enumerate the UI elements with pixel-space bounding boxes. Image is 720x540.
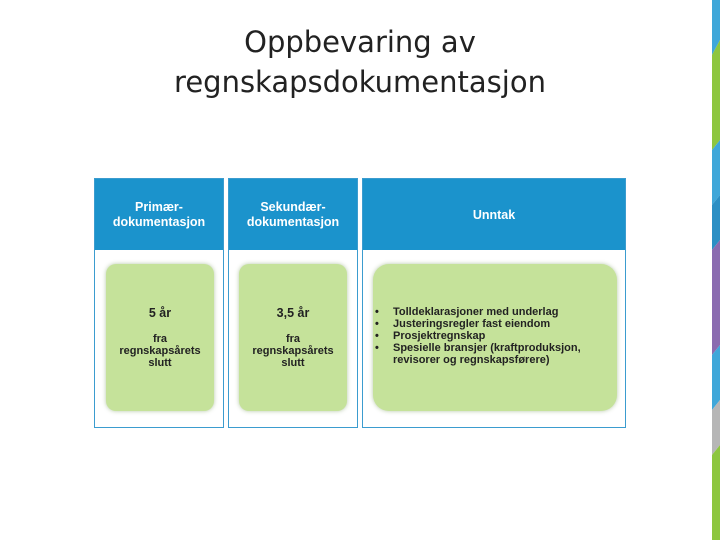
exceptions-item-text: Prosjektregnskap [393, 330, 486, 342]
column-secondary-period: 3,5 år [276, 306, 310, 320]
column-primary-heading-line-1: Primær- [135, 199, 183, 214]
column-primary-header [95, 179, 223, 250]
column-exceptions-header [363, 179, 625, 250]
exceptions-list-item [373, 318, 609, 330]
column-primary-desc-line-1: fra [152, 333, 168, 345]
slide-title [60, 22, 660, 102]
column-secondary-header [229, 179, 357, 250]
exceptions-list [373, 306, 609, 366]
decorative-side-stripe [712, 0, 720, 540]
column-primary-period: 5 år [148, 306, 172, 320]
exceptions-item-text: Spesielle bransjer (kraftproduksjon, revisorer og regnskapsførere) [393, 342, 581, 366]
exceptions-list-item [373, 330, 609, 342]
column-secondary-description [239, 333, 347, 369]
column-exceptions [362, 178, 626, 428]
column-secondary-heading-line-2: dokumentasjon [246, 214, 340, 229]
column-secondary [228, 178, 358, 428]
column-primary-description [106, 333, 214, 369]
column-primary-box [106, 264, 214, 411]
exceptions-list-item [373, 342, 609, 366]
slide-title-line-2: regnskapsdokumentasjon [174, 65, 546, 99]
exceptions-list-item [373, 306, 609, 318]
column-exceptions-heading: Unntak [472, 208, 516, 222]
column-exceptions-box [373, 264, 617, 411]
bullet-icon: • [375, 330, 379, 342]
column-secondary-desc-line-1: fra [285, 333, 301, 345]
slide-title-line-1: Oppbevaring av [244, 25, 476, 59]
column-secondary-desc-line-3: slutt [281, 357, 305, 369]
exceptions-item-text: Tolldeklarasjoner med underlag [393, 306, 559, 318]
exceptions-item-text: Justeringsregler fast eiendom [393, 318, 551, 330]
column-primary-heading-line-2: dokumentasjon [112, 214, 206, 229]
column-primary-desc-line-3: slutt [148, 357, 172, 369]
bullet-icon: • [375, 318, 379, 330]
bullet-icon: • [375, 342, 379, 354]
column-secondary-box [239, 264, 347, 411]
column-primary-desc-line-2: regnskapsårets [119, 345, 201, 357]
column-secondary-desc-line-2: regnskapsårets [252, 345, 334, 357]
bullet-icon: • [375, 306, 379, 318]
column-secondary-heading-line-1: Sekundær- [260, 199, 326, 214]
column-primary [94, 178, 224, 428]
